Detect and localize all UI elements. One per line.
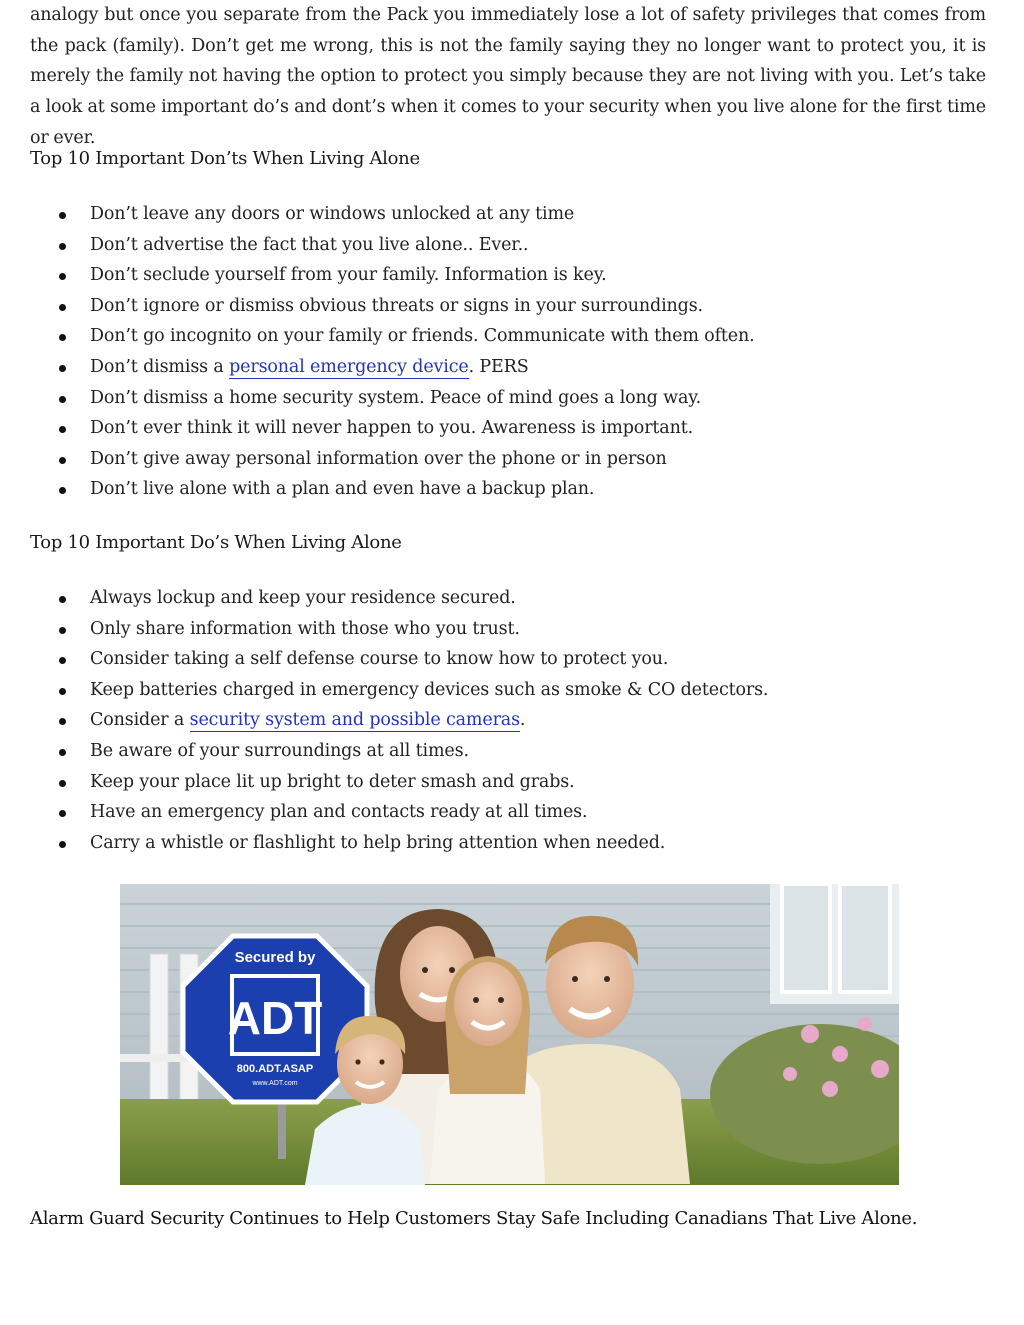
list-item-text: Consider a bbox=[90, 710, 190, 731]
list-item-text: Don’t advertise the fact that you live alone.. Ever.. bbox=[90, 234, 529, 255]
photo-caption: Alarm Guard Security Continues to Help Customers Stay Safe Including Canadians That Live Alone. bbox=[30, 1208, 918, 1229]
list-item bbox=[30, 828, 768, 859]
list-item bbox=[30, 644, 768, 675]
bullet-icon bbox=[59, 457, 66, 464]
dos-heading: Top 10 Important Do’s When Living Alone bbox=[30, 532, 402, 553]
list-item bbox=[30, 474, 755, 505]
list-item bbox=[30, 383, 755, 414]
list-item bbox=[30, 291, 755, 322]
list-item bbox=[30, 199, 755, 230]
bullet-icon bbox=[59, 841, 66, 848]
dos-list bbox=[30, 583, 768, 858]
bullet-icon bbox=[59, 243, 66, 250]
list-item-text: Keep batteries charged in emergency devices such as smoke & CO detectors. bbox=[90, 679, 769, 700]
list-item bbox=[30, 705, 768, 736]
list-item bbox=[30, 230, 755, 261]
bullet-icon bbox=[59, 273, 66, 280]
list-item bbox=[30, 583, 768, 614]
list-item bbox=[30, 736, 768, 767]
sign-url-text: www.ADT.com bbox=[252, 1080, 298, 1087]
sign-top-text: Secured by bbox=[234, 949, 316, 966]
list-item bbox=[30, 614, 768, 645]
list-item-text: Don’t ever think it will never happen to you. Awareness is important. bbox=[90, 418, 693, 439]
list-item-text: Be aware of your surroundings at all times. bbox=[90, 740, 469, 761]
list-item-text: Don’t ignore or dismiss obvious threats or signs in your surroundings. bbox=[90, 295, 703, 316]
list-item bbox=[30, 444, 755, 475]
list-item-text: Always lockup and keep your residence secured. bbox=[90, 588, 516, 608]
list-item-text: Don’t give away personal information over the phone or in person bbox=[90, 448, 667, 469]
bullet-icon bbox=[59, 212, 66, 219]
list-item bbox=[30, 767, 768, 798]
bullet-icon bbox=[59, 487, 66, 494]
bullet-icon bbox=[59, 396, 66, 403]
list-item bbox=[30, 413, 755, 444]
bullet-icon bbox=[59, 688, 66, 695]
list-item-text: Don’t dismiss a bbox=[90, 356, 230, 377]
bullet-icon bbox=[59, 304, 66, 311]
bullet-icon bbox=[59, 627, 66, 634]
bullet-icon bbox=[59, 596, 66, 603]
list-item-text: Don’t go incognito on your family or friends. Communicate with them often. bbox=[90, 326, 755, 347]
bullet-icon bbox=[59, 334, 66, 341]
list-item bbox=[30, 675, 768, 706]
list-item-text: Don’t live alone with a plan and even have a backup plan. bbox=[90, 479, 595, 500]
inline-link[interactable]: personal emergency device bbox=[229, 356, 469, 377]
donts-heading: Top 10 Important Don’ts When Living Alone bbox=[30, 148, 420, 169]
bullet-icon bbox=[59, 426, 66, 433]
list-item-text: . PERS bbox=[468, 356, 529, 377]
list-item bbox=[30, 797, 768, 828]
sign-logo-text: ADT bbox=[227, 992, 323, 1044]
list-item-text: Carry a whistle or flashlight to help bring attention when needed. bbox=[90, 832, 666, 853]
list-item-text: Don’t dismiss a home security system. Peace of mind goes a long way. bbox=[90, 387, 702, 408]
family-security-photo bbox=[120, 884, 899, 1185]
list-item-text: Don’t leave any doors or windows unlocked at any time bbox=[90, 204, 575, 224]
intro-paragraph: analogy but once you separate from the Pack you immediately lose a lot of safety privileges that comes from the pack (family). Don’t get me wrong, this is not the family saying they no longer want to protect you, it is merely the family not having the option to protect you simply because they are not living with you. Let’s take a look at some important do’s and dont’s when it comes to your security when you live alone for the first time or ever. bbox=[30, 5, 986, 148]
bullet-icon bbox=[59, 657, 66, 664]
list-item bbox=[30, 260, 755, 291]
list-item-text: Keep your place lit up bright to deter smash and grabs. bbox=[90, 771, 575, 792]
list-item-text: . bbox=[519, 710, 526, 731]
donts-list bbox=[30, 199, 755, 505]
bullet-icon bbox=[59, 718, 66, 725]
bullet-icon bbox=[59, 365, 66, 372]
list-item-text: Don’t seclude yourself from your family. Information is key. bbox=[90, 265, 607, 286]
sign-phone-text: 800.ADT.ASAP bbox=[236, 1063, 314, 1075]
bullet-icon bbox=[59, 810, 66, 817]
list-item bbox=[30, 352, 755, 383]
bullet-icon bbox=[59, 749, 66, 756]
list-item bbox=[30, 321, 755, 352]
inline-link[interactable]: security system and possible cameras bbox=[189, 710, 520, 731]
list-item-text: Have an emergency plan and contacts ready at all times. bbox=[90, 802, 588, 823]
bullet-icon bbox=[59, 780, 66, 787]
list-item-text: Consider taking a self defense course to know how to protect you. bbox=[90, 649, 669, 670]
list-item-text: Only share information with those who you trust. bbox=[90, 618, 520, 639]
